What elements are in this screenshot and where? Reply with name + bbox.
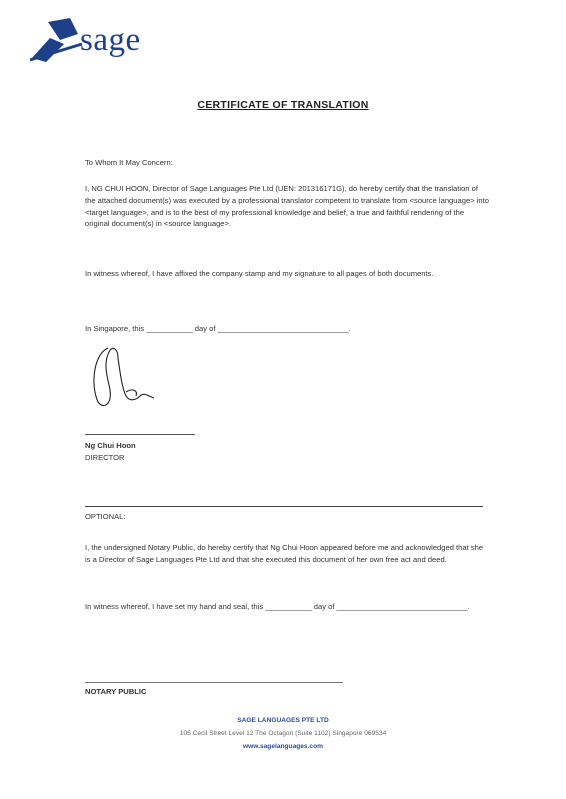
notary-paragraph: I, the undersigned Notary Public, do hereby certify that Ng Chui Hoon appeared before me and acknowledged that she is a Director of Sage Languages Pte Ltd and that she executed this document of her own free act and deed. [85, 543, 484, 564]
certification-paragraph: I, NG CHUI HOON, Director of Sage Languages Pte Ltd (UEN: 201316171G), do hereby certify that the translation of the attached document(s) was executed by a professional translator competent to translate from <source language> into <target language>, and is to the best of my professional knowledge and belief, a true and faithful rendering of the original document(s) in <source language>. [85, 184, 489, 229]
place-date-line: In Singapore, this ___________ day of _______________________________. [85, 324, 351, 333]
signer-name: Ng Chui Hoon [85, 441, 136, 450]
document-title: CERTIFICATE OF TRANSLATION [197, 99, 369, 111]
footer-website-link[interactable]: www.sagelanguages.com [242, 743, 323, 750]
notary-signature-line [85, 682, 343, 683]
witness-paragraph: In witness whereof, I have affixed the company stamp and my signature to all pages of both documents. [85, 269, 434, 278]
signature-line [85, 434, 195, 435]
section-divider [85, 506, 483, 507]
optional-label: OPTIONAL: [85, 512, 126, 521]
logo-wordmark: sage [80, 22, 141, 58]
notary-witness-line: In witness whereof, I have set my hand and seal, this ___________ day of _______________________________. [85, 602, 470, 611]
footer-company: SAGE LANGUAGES PTE LTD [237, 717, 329, 724]
footer-address: 105 Cecil Street Level 12 The Octagon (Suite 1102) Singapore 069534 [179, 730, 387, 737]
handwritten-signature [88, 344, 168, 412]
signer-role: DIRECTOR [85, 453, 125, 462]
notary-label: NOTARY PUBLIC [85, 687, 147, 696]
salutation: To Whom It May Concern: [85, 158, 173, 167]
sage-logo [30, 14, 170, 66]
